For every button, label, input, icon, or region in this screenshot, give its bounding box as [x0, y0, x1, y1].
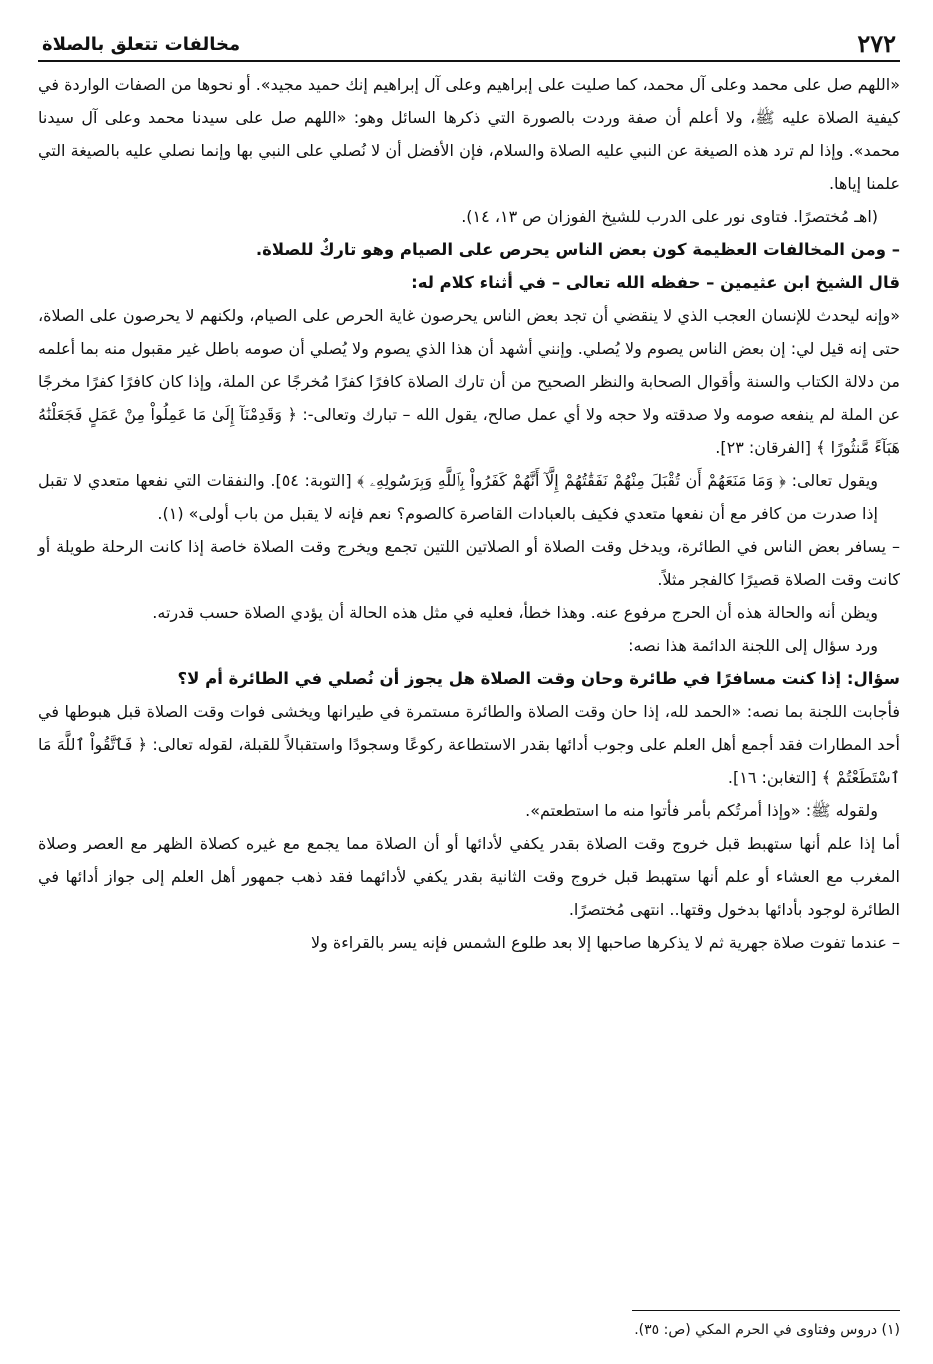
paragraph-committee-question-intro: ورد سؤال إلى اللجنة الدائمة هذا نصه:: [628, 636, 878, 655]
paragraph-airplane-mistake: ويظن أنه والحالة هذه أن الحرج مرفوع عنه. وهذا خطأ، فعليه في مثل هذه الحالة أن يؤدي الصلاة حسب قدرته.: [152, 603, 878, 622]
page-number: ٢٧٢: [857, 29, 896, 58]
paragraph-salawat-formula: «اللهم صل على محمد وعلى آل محمد، كما صليت على إبراهيم وعلى آل إبراهيم إنك حميد مجيد». أو نحوها من الصفات الواردة في كيفية الصلاة عليه ﷺ، ولا أعلم أن صفة وردت بالصورة التي ذكرها السائل وهو: «اللهم صل على سيدنا محمد وعلى آل سيدنا محمد». وإذا لم ترد هذه الصيغة عن النبي عليه الصلاة والسلام، فإن الأفضل أن لا نُصلي على النبي بها وإنما نصلي عليه بالصيغة التي علمنا إياها.: [38, 75, 900, 193]
paragraph-violation-fasting: – ومن المخالفات العظيمة كون بعض الناس يحرص على الصيام وهو تاركٌ للصلاة.: [255, 240, 900, 259]
paragraph-source-citation: (اهـ مُختصرًا. فتاوى نور على الدرب للشيخ الفوزان ص ١٣، ١٤).: [461, 207, 878, 226]
paragraph-ibn-uthaymeen-intro: قال الشيخ ابن عثيمين – حفظه الله تعالى – في أثناء كلام له:: [411, 273, 900, 292]
footnote-divider: [632, 1310, 900, 1311]
paragraph-airplane-travel: – يسافر بعض الناس في الطائرة، ويدخل وقت الصلاة أو الصلاتين اللتين تجمع ويخرج وقت الصلاة خاصة إذا كانت الرحلة طويلة أو كانت وقت الصلاة قصيرًا كالفجر مثلاً.: [38, 537, 900, 589]
paragraph-missed-prayer: – عندما تفوت صلاة جهرية ثم لا يذكرها صاحبها إلا بعد طلوع الشمس فإنه يسر بالقراءة ولا: [310, 933, 900, 952]
paragraph-quran-tawbah: ويقول تعالى: ﴿ وَمَا مَنَعَهُمْ أَن تُقْبَلَ مِنْهُمْ نَفَقَٰتُهُمْ إِلَّآ أَنَّهُمْ كَفَرُواْ بِٱللَّهِ وَبِرَسُولِهِۦ ﴾ [التوبة: ٥٤]. والنفقات التي نفعها متعدي لا تقبل إذا صدرت من كافر مع أن نفعها متعدي فكيف بالعبادات القاصرة كالصوم؟ نعم فإنه لا يقبل من باب أولى» (١).: [38, 471, 879, 523]
running-title: مخالفات تتعلق بالصلاة: [42, 34, 241, 55]
body-text: [38, 62, 900, 959]
running-header: [38, 28, 900, 62]
book-page: [38, 28, 900, 1348]
paragraph-hadith: ولقوله ﷺ: «وإذا أمرتُكم بأمر فأتوا منه ما استطعتم».: [525, 801, 878, 820]
paragraph-committee-answer: فأجابت اللجنة بما نصه: «الحمد لله، إذا حان وقت الصلاة والطائرة مستمرة في طيرانها ويخشى فوات وقت الصلاة قبل هبوطها في أحد المطارات فقد أجمع أهل العلم على وجوب أدائها بقدر الاستطاعة ركوعًا وسجودًا واستقبالاً للقبلة، لقوله تعالى: ﴿ فَٱتَّقُواْ ٱللَّهَ مَا ٱسْتَطَعْتُمْ ﴾ [التغابن: ١٦].: [38, 702, 900, 787]
footnote: (١) دروس وفتاوى في الحرم المكي (ص: ٣٥).: [634, 1322, 900, 1338]
paragraph-committee-question: سؤال: إذا كنت مسافرًا في طائرة وحان وقت الصلاة هل يجوز أن نُصلي في الطائرة أم لا؟: [177, 669, 900, 688]
paragraph-combining-prayers: أما إذا علم أنها ستهبط قبل خروج وقت الصلاة بقدر يكفي لأدائها أو أن الصلاة مما يجمع مع غيره كصلاة الظهر مع العصر وصلاة المغرب مع العشاء أو علم أنها ستهبط قبل خروج وقت الثانية بقدر يكفي لأدائهما فقد ذهب جمهور أهل العلم إلى جواز أدائها في الطائرة لوجود بأدائها بدخول وقتها.. انتهى مُختصرًا.: [38, 834, 900, 919]
paragraph-ibn-uthaymeen-quote: «وإنه ليحدث للإنسان العجب الذي لا ينقضي أن تجد بعض الناس يحرصون غاية الحرص على الصيام، ولكنهم لا يحرصون على الصلاة، حتى إنه قيل لي: إن بعض الناس يصوم ولا يُصلي. وإنني أشهد أن هذا الذي يصوم ولا يُصلي أن صومه باطل غير مقبول منه بما أعلمه من دلالة الكتاب والسنة وأقوال الصحابة والنظر الصحيح من أن تارك الصلاة كافرًا كفرًا مُخرجًا عن الملة، وإذا كان كافرًا كفرًا مخرجًا عن الملة لم ينفعه صومه ولا صدقته ولا حجه ولا أي عمل صالح، يقول الله – تبارك وتعالى-: ﴿ وَقَدِمْنَآ إِلَىٰ مَا عَمِلُواْ مِنْ عَمَلٍ فَجَعَلْنَٰهُ هَبَآءً مَّنثُورًا ﴾ [الفرقان: ٢٣].: [38, 306, 900, 457]
